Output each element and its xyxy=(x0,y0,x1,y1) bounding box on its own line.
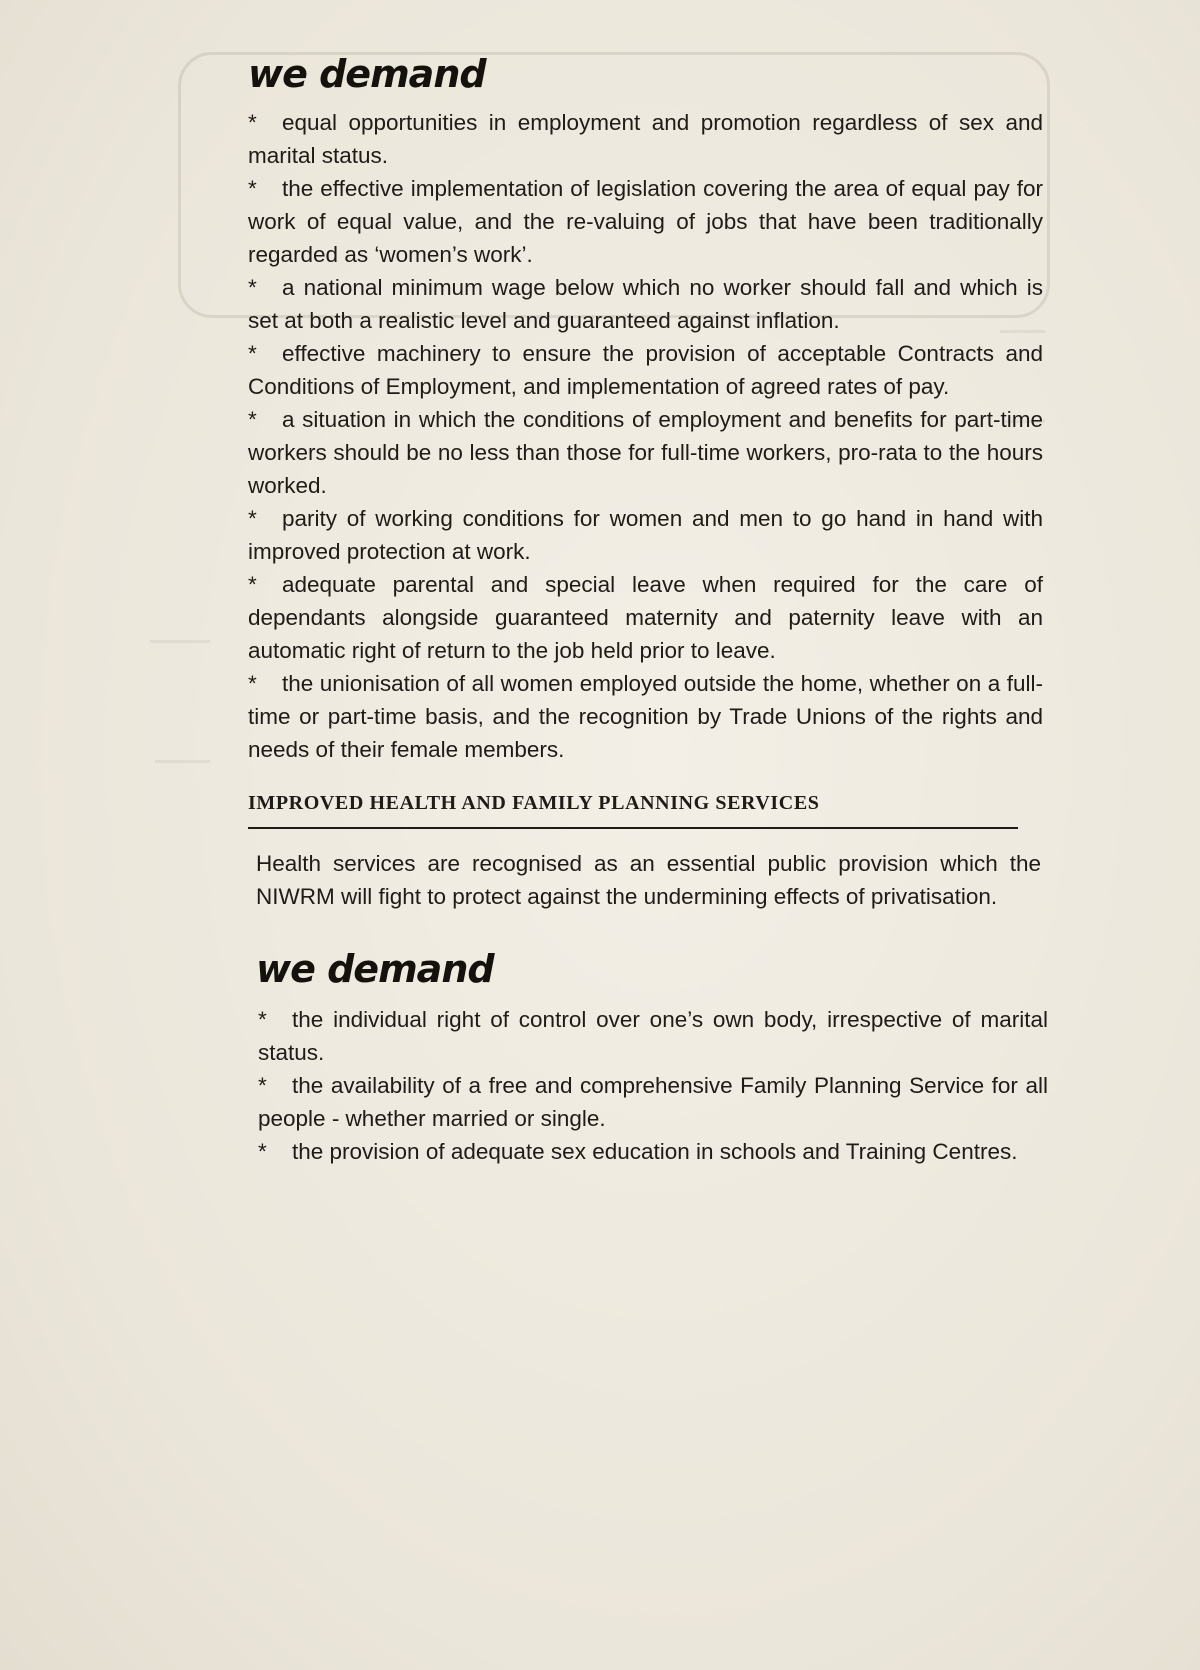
list-item-text: the unionisation of all women employed outside the home, whether on a full-time or part-time basis, and the recognition by Trade Unions of the rights and needs of their female members. xyxy=(248,671,1043,762)
list-item-text: the provision of adequate sex education in schools and Training Centres. xyxy=(292,1139,1018,1164)
section-title: IMPROVED HEALTH AND FAMILY PLANNING SERVICES xyxy=(248,792,1018,829)
list-item-text: the availability of a free and comprehensive Family Planning Service for all people - whether married or single. xyxy=(258,1073,1048,1131)
list-item xyxy=(258,1069,1048,1135)
list-item-text: equal opportunities in employment and promotion regardless of sex and marital status. xyxy=(248,110,1043,168)
list-item-text: adequate parental and special leave when required for the care of dependants alongside guaranteed maternity and paternity leave with an automatic right of return to the job held prior to leave. xyxy=(248,572,1043,663)
bullet: * xyxy=(248,506,257,531)
list-item xyxy=(248,502,1043,568)
bullet: * xyxy=(248,341,257,366)
section-heading: we demand xyxy=(248,52,486,96)
list-item xyxy=(258,1135,1048,1168)
bullet: * xyxy=(248,407,257,432)
bullet: * xyxy=(248,671,257,696)
bullet: * xyxy=(248,275,257,300)
list-item-text: parity of working conditions for women and men to go hand in hand with improved protection at work. xyxy=(248,506,1043,564)
section-intro: Health services are recognised as an essential public provision which the NIWRM will fight to protect against the undermining effects of privatisation. xyxy=(256,851,1041,909)
list-item xyxy=(248,106,1043,172)
bullet: * xyxy=(248,176,257,201)
list-item xyxy=(248,337,1043,403)
list-item-text: the individual right of control over one’s own body, irrespective of marital status. xyxy=(258,1007,1048,1065)
document-content xyxy=(248,52,1048,1168)
list-item xyxy=(248,172,1043,271)
bullet: * xyxy=(258,1073,267,1098)
bullet: * xyxy=(258,1139,267,1164)
list-item xyxy=(248,568,1043,667)
bullet: * xyxy=(248,110,257,135)
list-item xyxy=(258,1003,1048,1069)
list-item-text: effective machinery to ensure the provision of acceptable Contracts and Conditions of Employment, and implementation of agreed rates of pay. xyxy=(248,341,1043,399)
list-item-text: the effective implementation of legislation covering the area of equal pay for work of equal value, and the re-valuing of jobs that have been traditionally regarded as ‘women’s work’. xyxy=(248,176,1043,267)
demand-list xyxy=(248,106,1043,766)
list-item xyxy=(248,403,1043,502)
list-item xyxy=(248,667,1043,766)
list-item xyxy=(248,271,1043,337)
bullet: * xyxy=(258,1007,267,1032)
demand-list xyxy=(258,1003,1048,1168)
section-heading: we demand xyxy=(256,947,494,991)
show-through-artwork xyxy=(150,640,210,643)
bullet: * xyxy=(248,572,257,597)
show-through-artwork xyxy=(155,760,210,763)
list-item-text: a national minimum wage below which no worker should fall and which is set at both a realistic level and guaranteed against inflation. xyxy=(248,275,1043,333)
list-item-text: a situation in which the conditions of employment and benefits for part-time workers should be no less than those for full-time workers, pro-rata to the hours worked. xyxy=(248,407,1043,498)
